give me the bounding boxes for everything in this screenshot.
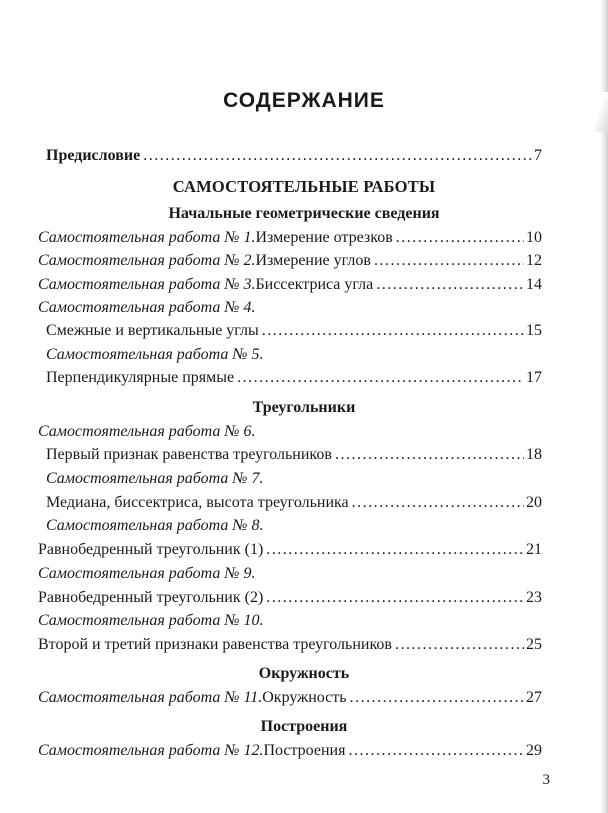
dot-leader (262, 322, 524, 340)
toc-page-number: 10 (526, 229, 542, 246)
toc-row (38, 252, 542, 274)
toc-row (38, 299, 542, 321)
toc-page-number: 20 (526, 494, 542, 511)
work-label: Самостоятельная работа № 1. (38, 229, 256, 246)
dot-leader (237, 369, 524, 387)
work-label: Самостоятельная работа № 11. (38, 689, 263, 706)
toc-page-number: 18 (526, 446, 542, 463)
toc-page-number: 17 (526, 369, 542, 386)
toc-label: Окружность (262, 689, 347, 706)
toc-row (38, 541, 542, 563)
toc-row (46, 346, 542, 368)
toc-page-number: 7 (534, 147, 542, 164)
toc-row (46, 517, 542, 539)
work-label: Самостоятельная работа № 4. (38, 299, 256, 316)
toc-label: Измерение отрезков (255, 229, 393, 246)
dot-leader (396, 229, 524, 247)
group-heading: Начальные геометрические сведения (168, 205, 440, 222)
dot-leader (395, 636, 524, 654)
toc-row (38, 589, 542, 611)
toc-row (38, 689, 542, 711)
toc-row (38, 423, 542, 445)
toc-row-preface (46, 147, 542, 169)
section-header: САМОСТОЯТЕЛЬНЫЕ РАБОТЫ (172, 177, 436, 196)
work-label: Самостоятельная работа № 3. (38, 276, 256, 293)
page-number: 3 (542, 772, 550, 788)
dot-leader (376, 276, 524, 294)
dot-leader (335, 446, 524, 464)
page-title: СОДЕРЖАНИЕ (223, 89, 385, 112)
toc-label: Медиана, биссектриса, высота треугольника (46, 494, 349, 511)
toc-row (38, 276, 542, 298)
work-label: Самостоятельная работа № 6. (38, 423, 256, 440)
toc-page-number: 23 (526, 589, 542, 606)
toc-label: Измерение углов (255, 252, 371, 269)
dot-leader (143, 147, 532, 165)
toc-label: Предисловие (46, 147, 141, 164)
toc-page-number: 25 (526, 636, 542, 653)
toc-label: Первый признак равенства треугольников (46, 446, 332, 463)
group-heading: Окружность (258, 665, 350, 682)
work-label: Самостоятельная работа № 10. (38, 612, 264, 629)
toc-page-number: 14 (526, 276, 542, 293)
work-label: Самостоятельная работа № 9. (38, 565, 256, 582)
work-label: Самостоятельная работа № 7. (46, 470, 264, 487)
toc-label: Равнобедренный треугольник (1) (38, 541, 264, 558)
toc-row (46, 446, 542, 468)
toc-row (38, 229, 542, 251)
toc-label: Биссектриса угла (255, 276, 374, 293)
toc-page-number: 15 (526, 322, 542, 339)
toc-page-number: 12 (526, 252, 542, 269)
dot-leader (348, 742, 524, 760)
work-label: Самостоятельная работа № 5. (46, 346, 264, 363)
dot-leader (266, 589, 524, 607)
toc-label: Перпендикулярные прямые (46, 369, 235, 386)
dot-leader (350, 689, 524, 707)
toc-page-number: 29 (526, 742, 542, 759)
dot-leader (374, 252, 524, 270)
toc-label: Смежные и вертикальные углы (46, 322, 259, 339)
work-label: Самостоятельная работа № 8. (46, 517, 264, 534)
toc-page-number: 21 (526, 541, 542, 558)
toc-label: Второй и третий признаки равенства треугольников (38, 636, 392, 653)
toc-row (46, 369, 542, 391)
toc-row (46, 470, 542, 492)
toc-label: Равнобедренный треугольник (2) (38, 589, 264, 606)
toc-row (38, 565, 542, 587)
toc-row (38, 612, 542, 634)
dot-leader (352, 494, 524, 512)
toc-row (38, 742, 542, 764)
work-label: Самостоятельная работа № 12. (38, 742, 264, 759)
toc-page-number: 27 (526, 689, 542, 706)
toc-row (46, 322, 542, 344)
group-heading: Построения (260, 718, 348, 735)
work-label: Самостоятельная работа № 2. (38, 252, 256, 269)
group-heading: Треугольники (252, 399, 356, 416)
toc-row (46, 494, 542, 516)
dot-leader (266, 541, 524, 559)
toc-row (38, 636, 542, 658)
toc-label: Построения (263, 742, 346, 759)
